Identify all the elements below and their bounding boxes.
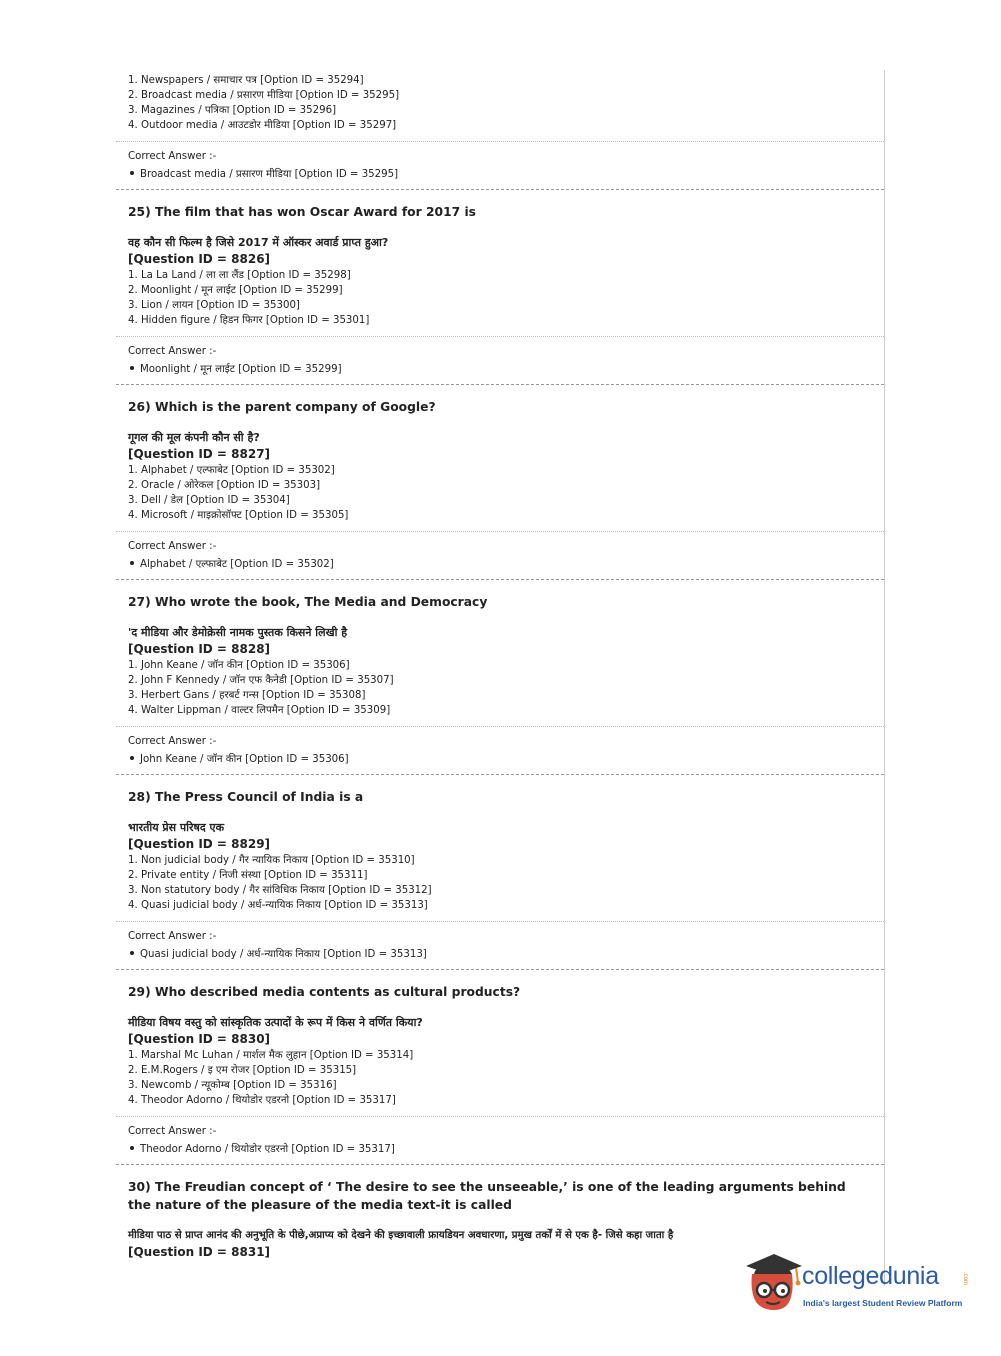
option: 2. Moonlight / मून लाईट [Option ID = 35299]: [128, 285, 343, 296]
question-title: 27) Who wrote the book, The Media and Democracy: [128, 595, 488, 609]
question-26: [116, 385, 884, 523]
question-hindi: भारतीय प्रेस परिषद एक: [128, 821, 225, 834]
correct-answer-label: Correct Answer :-: [128, 736, 217, 747]
bullet-icon: [130, 756, 134, 760]
option: 4. Hidden figure / हिडन फिगर [Option ID = 35301]: [128, 315, 370, 326]
bullet-icon: [130, 951, 134, 955]
question-id: [Question ID = 8826]: [128, 252, 271, 266]
q28-options: [128, 853, 872, 913]
question-title: 30) The Freudian concept of ‘ The desire to see the unseeable,’ is one of the leading arguments behind the nature of the pleasure of the media text-it is called: [128, 1180, 846, 1212]
q29-correct-answer: [116, 1117, 884, 1157]
bullet-icon: [130, 561, 134, 565]
question-28: [116, 775, 884, 913]
correct-answer: Alphabet / एल्फाबेट [Option ID = 35302]: [128, 554, 872, 572]
brand-domain: .com: [962, 1272, 968, 1286]
option: 3. Non statutory body / गैर सांविधिक निकाय [Option ID = 35312]: [128, 885, 432, 896]
correct-answer: Moonlight / मून लाईट [Option ID = 35299]: [128, 359, 872, 377]
question-29: [116, 970, 884, 1108]
option: 2. John F Kennedy / जॉन एफ कैनेडी [Option ID = 35307]: [128, 675, 394, 686]
option: 3. Herbert Gans / हरबर्ट गन्स [Option ID = 35308]: [128, 690, 366, 701]
question-25: [116, 190, 884, 328]
q25-options: [128, 268, 872, 328]
brand-name: collegedunia: [802, 1262, 939, 1290]
question-title: 26) Which is the parent company of Google?: [128, 400, 436, 414]
correct-answer: Broadcast media / प्रसारण मीडिया [Option ID = 35295]: [128, 164, 872, 182]
q28-correct-answer: [116, 922, 884, 962]
question-id: [Question ID = 8829]: [128, 837, 271, 851]
option: 1. La La Land / ला ला लैंड [Option ID = 35298]: [128, 270, 351, 281]
correct-answer: Quasi judicial body / अर्ध-न्यायिक निकाय [Option ID = 35313]: [128, 944, 872, 962]
question-title: 25) The film that has won Oscar Award for 2017 is: [128, 205, 476, 219]
option: 2. Oracle / ओरेकल [Option ID = 35303]: [128, 480, 321, 491]
option: 4. Theodor Adorno / थियोडोर एडरनो [Option ID = 35317]: [128, 1095, 396, 1106]
correct-answer-label: Correct Answer :-: [128, 346, 217, 357]
question-hindi: 'द मीडिया और डेमोक्रेसी नामक पुस्तक किसने लिखी है: [128, 626, 348, 639]
question-hindi: वह कौन सी फिल्म है जिसे 2017 में ऑस्कर अवार्ड प्राप्त हुआ?: [128, 236, 389, 249]
question-id: [Question ID = 8828]: [128, 642, 271, 656]
question-title: 28) The Press Council of India is a: [128, 790, 364, 804]
option: 4. Walter Lippman / वाल्टर लिपमैन [Option ID = 35309]: [128, 705, 391, 716]
option: 3. Newcomb / न्यूकोम्ब [Option ID = 35316]: [128, 1080, 337, 1091]
mascot-icon: [742, 1252, 804, 1316]
question-id: [Question ID = 8831]: [128, 1245, 271, 1259]
q27-options: [128, 658, 872, 718]
option: 4. Microsoft / माइक्रोसॉफ्ट [Option ID = 35305]: [128, 510, 349, 521]
question-24-tail: [116, 70, 884, 133]
q29-options: [128, 1048, 872, 1108]
question-id: [Question ID = 8827]: [128, 447, 271, 461]
q27-correct-answer: [116, 727, 884, 767]
collegedunia-logo: [742, 1252, 972, 1322]
option: 4. Outdoor media / आउटडोर मीडिया [Option ID = 35297]: [128, 120, 397, 131]
bullet-icon: [130, 1146, 134, 1150]
option: 1. Marshal Mc Luhan / मार्शल मैक लुहान [Option ID = 35314]: [128, 1050, 414, 1061]
question-hindi: मीडिया पाठ से प्राप्त आनंद की अनुभूति के पीछे,अप्राप्य को देखने की इच्छावाली फ्रायडियन अवधारणा, प्रमुख तर्कों में से एक है- जिसे कहा जाता है: [128, 1230, 674, 1241]
question-title: 29) Who described media contents as cultural products?: [128, 985, 521, 999]
question-id: [Question ID = 8830]: [128, 1032, 271, 1046]
bullet-icon: [130, 171, 134, 175]
option: 1. Non judicial body / गैर न्यायिक निकाय [Option ID = 35310]: [128, 855, 415, 866]
q26-correct-answer: [116, 532, 884, 572]
correct-answer: Theodor Adorno / थियोडोर एडरनो [Option ID = 35317]: [128, 1139, 872, 1157]
option: 1. Newspapers / समाचार पत्र [Option ID = 35294]: [128, 75, 364, 86]
option: 3. Dell / डेल [Option ID = 35304]: [128, 495, 290, 506]
correct-answer-label: Correct Answer :-: [128, 151, 217, 162]
option: 2. E.M.Rogers / इ एम रोजर [Option ID = 35315]: [128, 1065, 357, 1076]
brand-tagline: India's largest Student Review Platform: [803, 1298, 963, 1308]
q26-options: [128, 463, 872, 523]
option: 3. Magazines / पत्रिका [Option ID = 35296]: [128, 105, 337, 116]
q24-options: [128, 70, 872, 133]
exam-page: [116, 70, 885, 1286]
question-hindi: मीडिया विषय वस्तु को सांस्कृतिक उत्पादों के रूप में किस ने वर्णित किया?: [128, 1016, 423, 1029]
option: 2. Private entity / निजी संस्था [Option ID = 35311]: [128, 870, 368, 881]
question-30: [116, 1165, 884, 1261]
option: 2. Broadcast media / प्रसारण मीडिया [Option ID = 35295]: [128, 90, 400, 101]
option: 3. Lion / लायन [Option ID = 35300]: [128, 300, 300, 311]
q25-correct-answer: [116, 337, 884, 377]
bullet-icon: [130, 366, 134, 370]
correct-answer-label: Correct Answer :-: [128, 931, 217, 942]
correct-answer-label: Correct Answer :-: [128, 1126, 217, 1137]
q24-correct-answer: [116, 142, 884, 182]
question-hindi: गूगल की मूल कंपनी कौन सी है?: [128, 431, 260, 444]
correct-answer-label: Correct Answer :-: [128, 541, 217, 552]
option: 4. Quasi judicial body / अर्ध-न्यायिक निकाय [Option ID = 35313]: [128, 900, 428, 911]
correct-answer: John Keane / जॉन कीन [Option ID = 35306]: [128, 749, 872, 767]
option: 1. Alphabet / एल्फाबेट [Option ID = 35302]: [128, 465, 335, 476]
question-27: [116, 580, 884, 718]
option: 1. John Keane / जॉन कीन [Option ID = 35306]: [128, 660, 350, 671]
